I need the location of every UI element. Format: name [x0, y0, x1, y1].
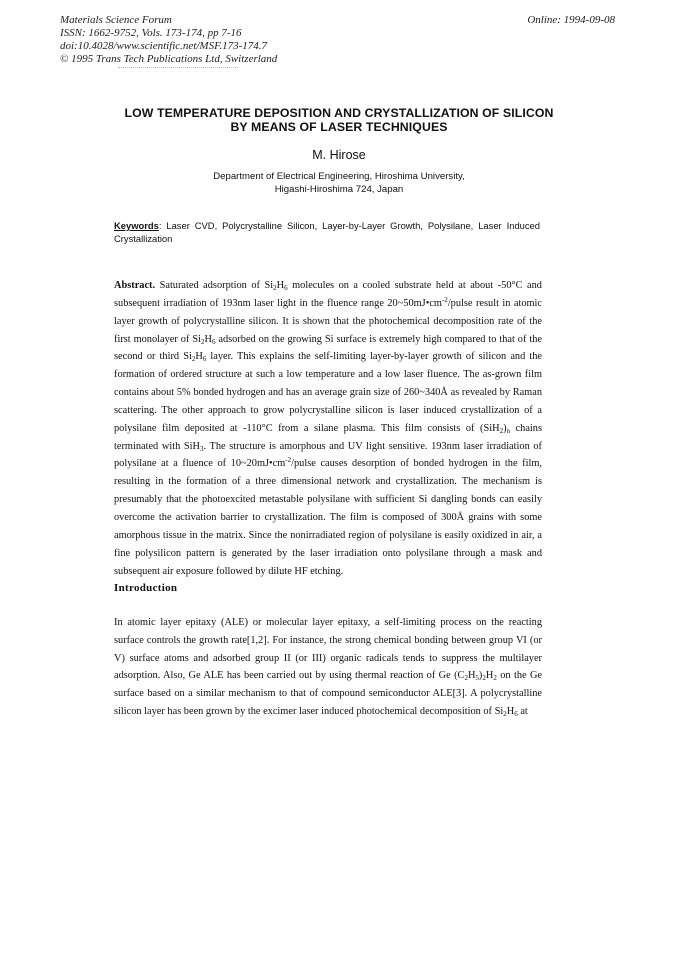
affiliation-line-2: Higashi-Hiroshima 724, Japan [274, 184, 404, 195]
title-line-2: BY MEANS OF LASER TECHNIQUES [230, 120, 448, 134]
formula-sub: 6 [211, 337, 216, 346]
formula-sub: 2 [273, 284, 277, 292]
formula-sup: -2 [441, 295, 448, 304]
keywords-text: Laser CVD, Polycrystalline Silicon, Layer-by-Layer Growth, Polysilane, Laser Induced Crystallization [114, 220, 540, 244]
formula-si: Si [192, 333, 201, 345]
intro-text-2: on the Ge surface based on a similar mechanism to that of compound semiconductor ALE[3]. A polycrystalline silicon layer has been grown by the excimer laser induced photochemical decomposition of [114, 670, 543, 717]
formula-paren: ) [478, 670, 483, 682]
formula-sub: 6 [202, 355, 207, 364]
formula-si: Si [494, 705, 504, 717]
issn-line: ISSN: 1662-9752, Vols. 173-174, pp 7-16 [60, 27, 242, 39]
intro-text-3: at [520, 705, 528, 717]
introduction-paragraph [114, 614, 542, 721]
formula-sub: 2 [200, 337, 205, 346]
title-line-1: LOW TEMPERATURE DEPOSITION AND CRYSTALLIZATION OF SILICON [124, 106, 554, 120]
affiliation-line-1: Department of Electrical Engineering, Hiroshima University, [213, 171, 465, 182]
formula-sub: 5 [475, 674, 479, 683]
doi-link[interactable]: doi:10.4028/www.scientific.net/MSF.173-174.7 [60, 40, 268, 52]
abstract-text-4: adsorbed on the growing Si surface is extremely high compared to that of the second or third [114, 333, 542, 363]
formula-sub: n [506, 426, 511, 435]
formula-paren: ) [503, 422, 507, 434]
copyright-line: © 1995 Trans Tech Publications Ltd, Switzerland [60, 53, 278, 65]
formula-sup: -2 [285, 456, 292, 465]
section-heading-introduction: Introduction [114, 582, 178, 594]
intro-text-1: In atomic layer epitaxy (ALE) or molecular layer epitaxy, a self-limiting process on the reacting surface controls the growth rate[1,2]. For instance, the strong chemical bonding between group VI (or V) surface atoms and adsorbed group II (or III) organic radicals tends to suppress the multilayer adsorption. Also, Ge ALE has been carried out by using thermal reaction of Ge (C [114, 617, 542, 682]
formula-sub: 2 [493, 674, 497, 683]
journal-name: Materials Science Forum [60, 14, 172, 26]
formula-sub: 2 [464, 674, 468, 683]
formula-si: Si [264, 280, 274, 291]
formula-h: H [506, 705, 515, 717]
formula-h: H [485, 670, 494, 682]
abstract-text-8: /pulse causes desorption of bonded hydrogen in the film, resulting in the formation of a three dimensional network and crystallization. The mechanism is presumably that the photoexcited metastable polysilane with sufficient Si dangling bonds can easily overcome the activation barrier to crystallization. The film is composed of 300Å grains with some amorphous tissue in the matrix. Since the nonirradiated region of polysilane is easily oxidized in air, a fine polysilicon pattern is generated by the laser irradiation onto polysilane through a mask and subsequent air exposure followed by dilute HF etching. [114, 458, 542, 577]
abstract-label: Abstract. [114, 280, 156, 291]
formula-sub: 2 [499, 426, 504, 435]
formula-h: H [195, 351, 203, 363]
abstract-text-1: Saturated adsorption of [159, 280, 260, 291]
scan-artifact [118, 67, 238, 70]
formula-h: H [467, 670, 476, 682]
online-date: Online: 1994-09-08 [527, 14, 615, 26]
paper-title [60, 106, 618, 134]
abstract-text-2: molecules on a cooled substrate held at about -50°C and subsequent irradiation of 193nm laser light in the fluence range 20~50mJ•cm [114, 280, 542, 309]
formula-sub: 3 [199, 444, 204, 453]
formula-sub: 2 [503, 709, 507, 718]
formula-h: H [276, 280, 285, 291]
author-name: M. Hirose [312, 148, 366, 162]
formula-si: Si [183, 351, 192, 363]
keywords-label: Keywords [114, 220, 159, 231]
abstract-paragraph [114, 277, 542, 580]
formula-sub: 6 [514, 709, 518, 718]
journal-metadata [60, 14, 277, 66]
abstract-text-6: chains terminated with SiH [114, 422, 542, 452]
formula-sub: 6 [284, 284, 288, 292]
abstract-text-7: . The structure is amorphous and UV light sensitive. 193nm laser irradiation of polysilane at a fluence of 10~20mJ•cm [114, 440, 542, 470]
formula-h: H [204, 333, 212, 345]
abstract-text-3: /pulse result in atomic layer growth of polycrystalline silicon. It is shown that the photochemical decomposition rate of the first monolayer of [114, 297, 543, 345]
formula-sub: 2 [191, 355, 196, 364]
keywords-block: Keywords: Laser CVD, Polycrystalline Silicon, Layer-by-Layer Growth, Polysilane, Laser Induced Crystallization [114, 220, 540, 244]
affiliation [60, 170, 618, 196]
abstract-text-5: layer. This explains the self-limiting layer-by-layer growth of silicon and the formation of ordered structure at such a low temperature and a low laser fluence. The as-grown film contains about 5% bonded hydrogen and has an average grain size of 260~340Å as revealed by Raman scattering. The other approach to grow polycrystalline silicon is laser induced crystallization of a polysilane film deposited at -110°C from a silane plasma. This film consists of (SiH [114, 351, 542, 434]
formula-sub: 2 [482, 674, 486, 683]
